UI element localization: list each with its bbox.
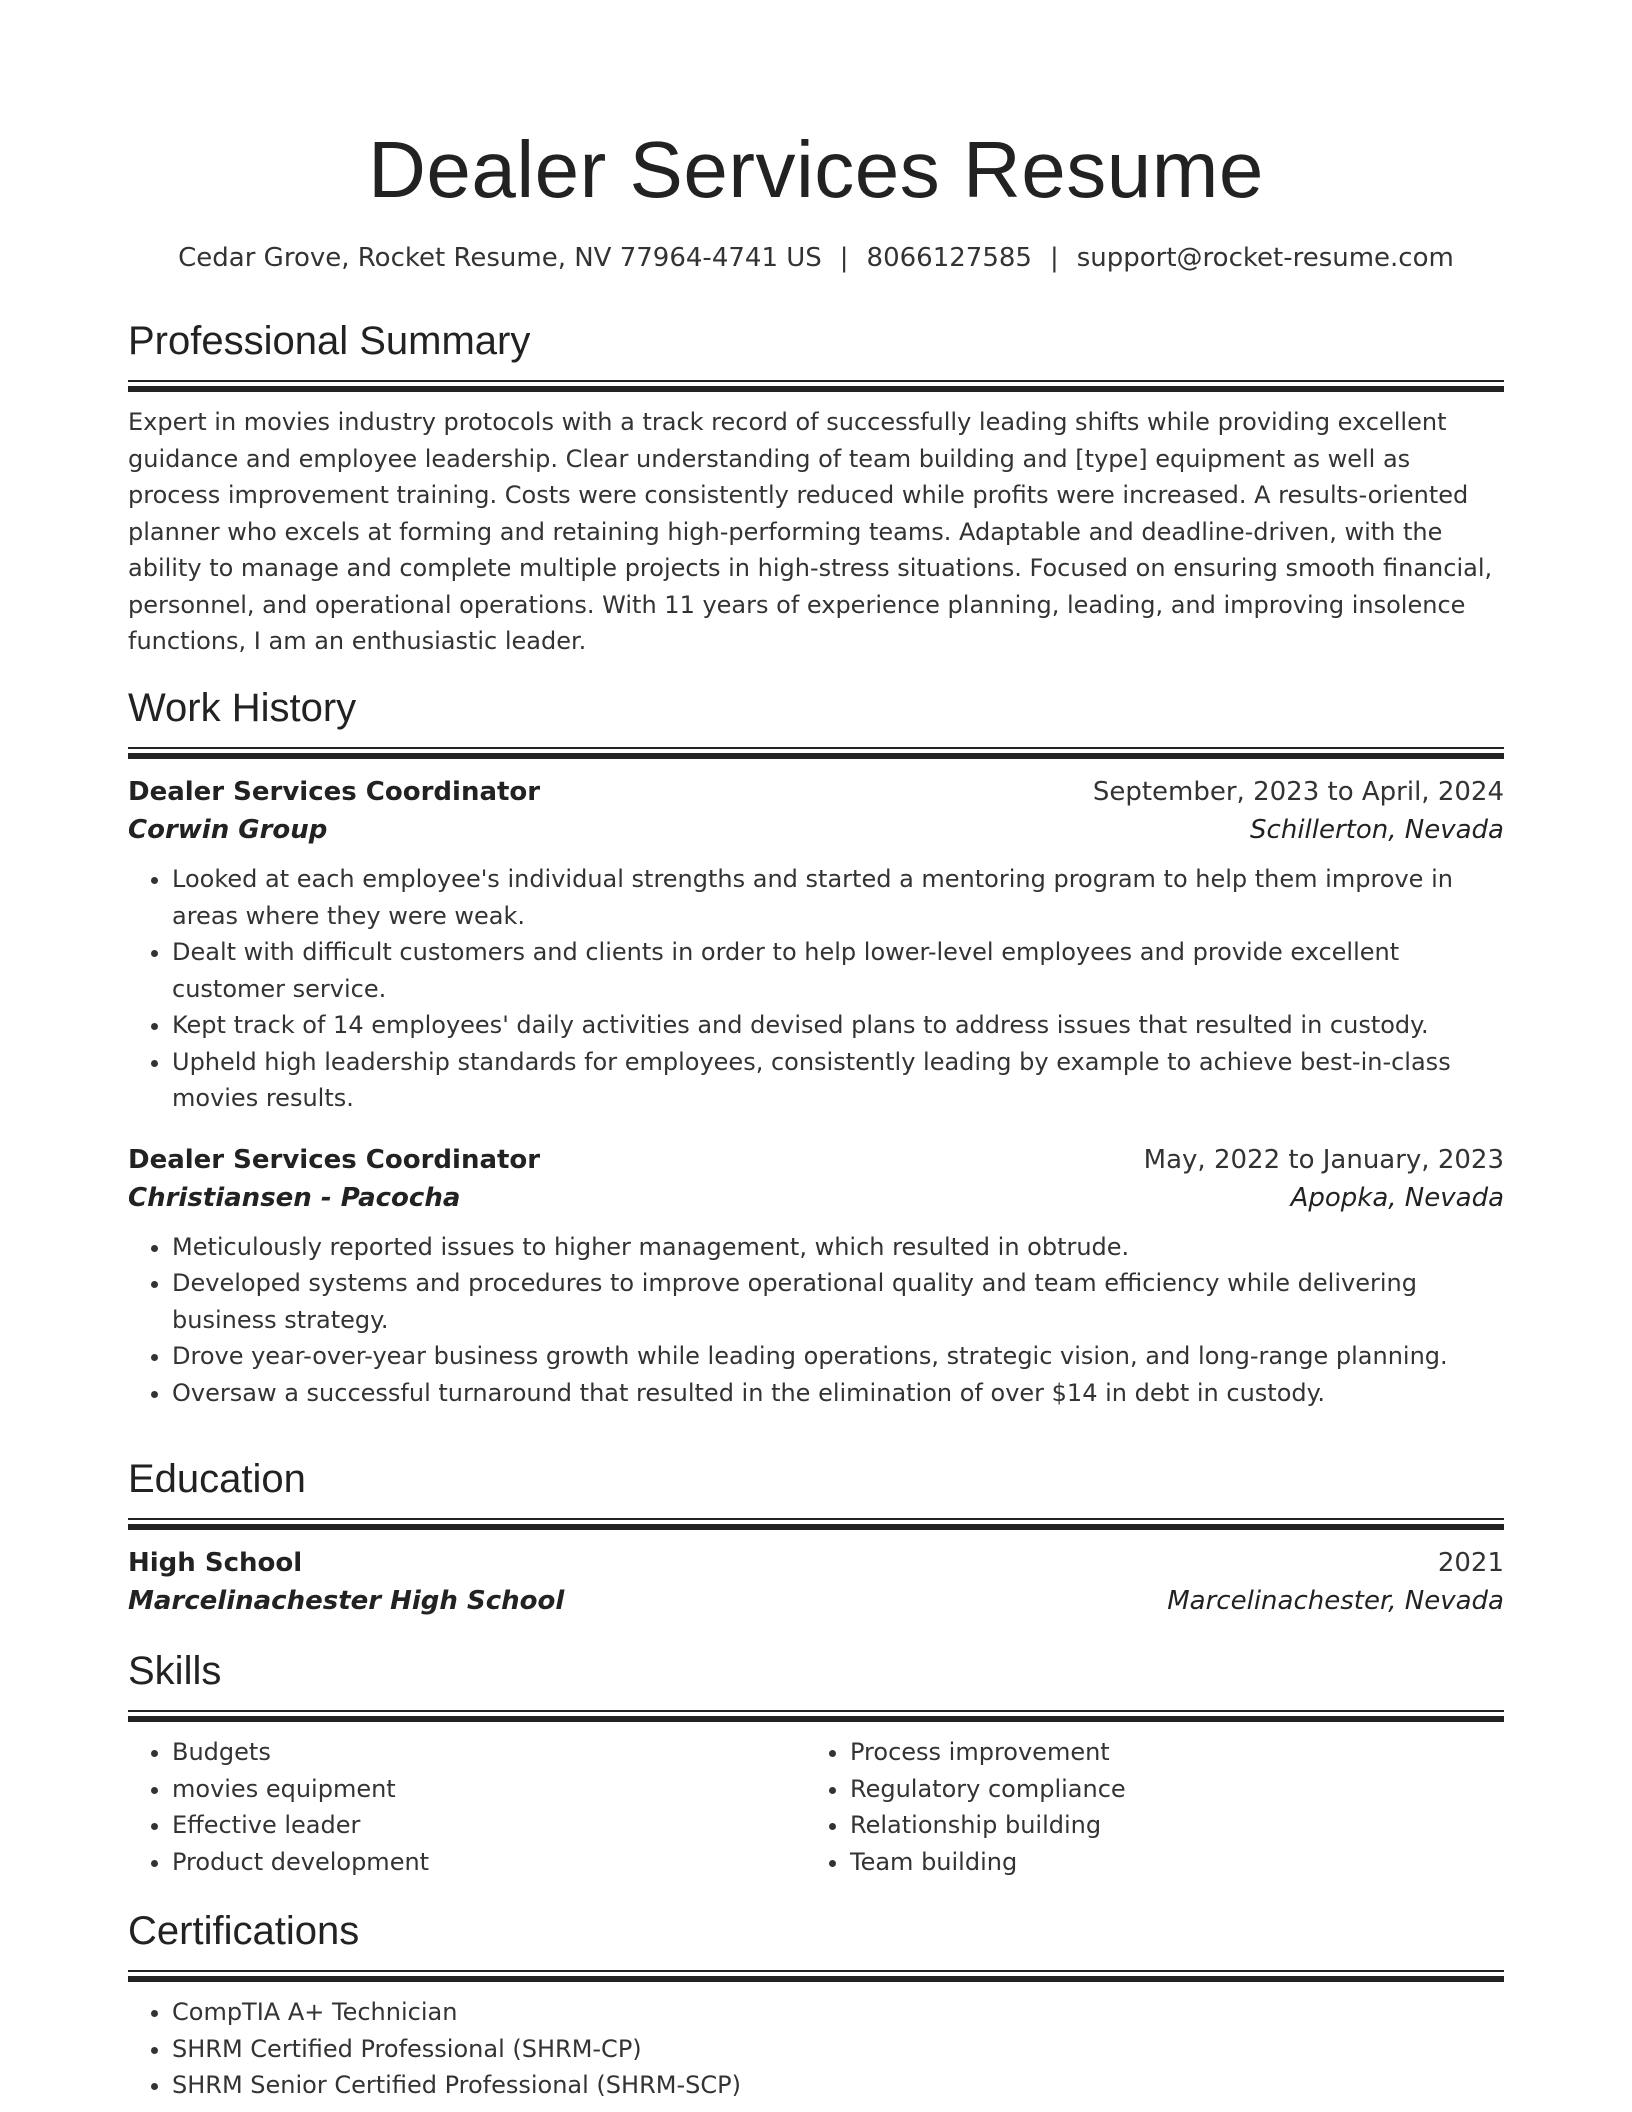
- skills-section: [128, 1646, 1504, 1880]
- list-item: • Kept track of 14 employees' daily activities and devised plans to address issues that resulted in custody.: [172, 1007, 1504, 1044]
- resume-name: Dealer Services Resume: [368, 125, 1264, 214]
- job-dates: September, 2023 to April, 2024: [1092, 777, 1504, 807]
- education-school: Marcelinachester High School: [128, 1586, 565, 1616]
- job-entry: [128, 773, 1504, 1117]
- list-item: • Budgets: [172, 1734, 806, 1771]
- contact-separator: |: [1049, 243, 1059, 273]
- job-company: Corwin Group: [128, 815, 328, 845]
- job-company: Christiansen - Pacocha: [128, 1182, 461, 1213]
- section-divider: [128, 380, 1504, 392]
- list-item: • Product development: [172, 1844, 806, 1881]
- list-item: • Dealt with difficult customers and clients in order to help lower-level employees and provide excellent customer service.: [172, 934, 1504, 1007]
- job-dates: May, 2022 to January, 2023: [1143, 1144, 1504, 1175]
- education-entry: [128, 1544, 1504, 1620]
- list-item: • movies equipment: [172, 1771, 806, 1808]
- list-item: • SHRM Certified Professional (SHRM-CP): [172, 2031, 1504, 2068]
- section-divider: [128, 1710, 1504, 1722]
- contact-separator: |: [839, 243, 849, 273]
- job-entry: [128, 1141, 1504, 1412]
- education-location: Marcelinachester, Nevada: [1167, 1586, 1504, 1616]
- contact-phone: 8066127585: [866, 243, 1032, 273]
- summary-section: [128, 316, 1504, 660]
- list-item: • Upheld high leadership standards for employees, consistently leading by example to achieve best-in-class movies results.: [172, 1044, 1504, 1117]
- list-item: • Meticulously reported issues to higher management, which resulted in obtrude.: [172, 1229, 1504, 1266]
- contact-line: [128, 240, 1504, 276]
- job-title: Dealer Services Coordinator: [128, 1144, 541, 1175]
- job-bullets: [128, 1229, 1504, 1412]
- summary-text: Expert in movies industry protocols with a track record of successfully leading shifts while providing excellent guidance and employee leadership. Clear understanding of team building and [type] equipment as well as process improvement training. Costs were consistently reduced while profits were increased. A results-oriented planner who excels at forming and retaining high-performing teams. Adaptable and deadline-driven, with the ability to manage and complete multiple projects in high-stress situations. Focused on ensuring smooth financial, personnel, and operational operations. With 11 years of experience planning, leading, and improving insolence functions, I am an enthusiastic leader.: [128, 408, 1493, 655]
- certifications-section: [128, 1906, 1504, 2104]
- skills-grid: [128, 1734, 1504, 1880]
- section-divider: [128, 1518, 1504, 1530]
- certifications-heading: Certifications: [128, 1909, 360, 1953]
- skills-list-left: [128, 1734, 806, 1880]
- job-location: Apopka, Nevada: [1290, 1182, 1504, 1213]
- job-location: Schillerton, Nevada: [1250, 815, 1504, 845]
- list-item: • Drove year-over-year business growth while leading operations, strategic vision, and long-range planning.: [172, 1338, 1504, 1375]
- list-item: • Process improvement: [850, 1734, 1484, 1771]
- skills-list-right: [806, 1734, 1484, 1880]
- list-item: • Regulatory compliance: [850, 1771, 1484, 1808]
- job-bullets: [128, 861, 1504, 1117]
- education-section: [128, 1454, 1504, 1620]
- certifications-list: [128, 1994, 1504, 2104]
- list-item: • Effective leader: [172, 1807, 806, 1844]
- list-item: • Developed systems and procedures to improve operational quality and team efficiency while delivering business strategy.: [172, 1265, 1504, 1338]
- list-item: • SHRM Senior Certified Professional (SHRM-SCP): [172, 2067, 1504, 2104]
- list-item: • Oversaw a successful turnaround that resulted in the elimination of over $14 in debt in custody.: [172, 1375, 1504, 1412]
- skills-heading: Skills: [128, 1649, 222, 1693]
- education-heading: Education: [128, 1457, 306, 1501]
- education-year: 2021: [1437, 1548, 1504, 1578]
- education-degree: High School: [128, 1548, 303, 1578]
- work-history-heading: Work History: [128, 686, 357, 730]
- resume-page: [128, 0, 1504, 2099]
- section-divider: [128, 747, 1504, 759]
- list-item: • CompTIA A+ Technician: [172, 1994, 1504, 2031]
- contact-email: support@rocket-resume.com: [1076, 243, 1454, 273]
- list-item: • Looked at each employee's individual strengths and started a mentoring program to help them improve in areas where they were weak.: [172, 861, 1504, 934]
- section-divider: [128, 1970, 1504, 1982]
- list-item: • Team building: [850, 1844, 1484, 1881]
- summary-heading: Professional Summary: [128, 319, 531, 363]
- job-title: Dealer Services Coordinator: [128, 777, 541, 807]
- list-item: • Relationship building: [850, 1807, 1484, 1844]
- work-history-section: [128, 683, 1504, 1411]
- contact-address: Cedar Grove, Rocket Resume, NV 77964-4741 US: [178, 243, 822, 273]
